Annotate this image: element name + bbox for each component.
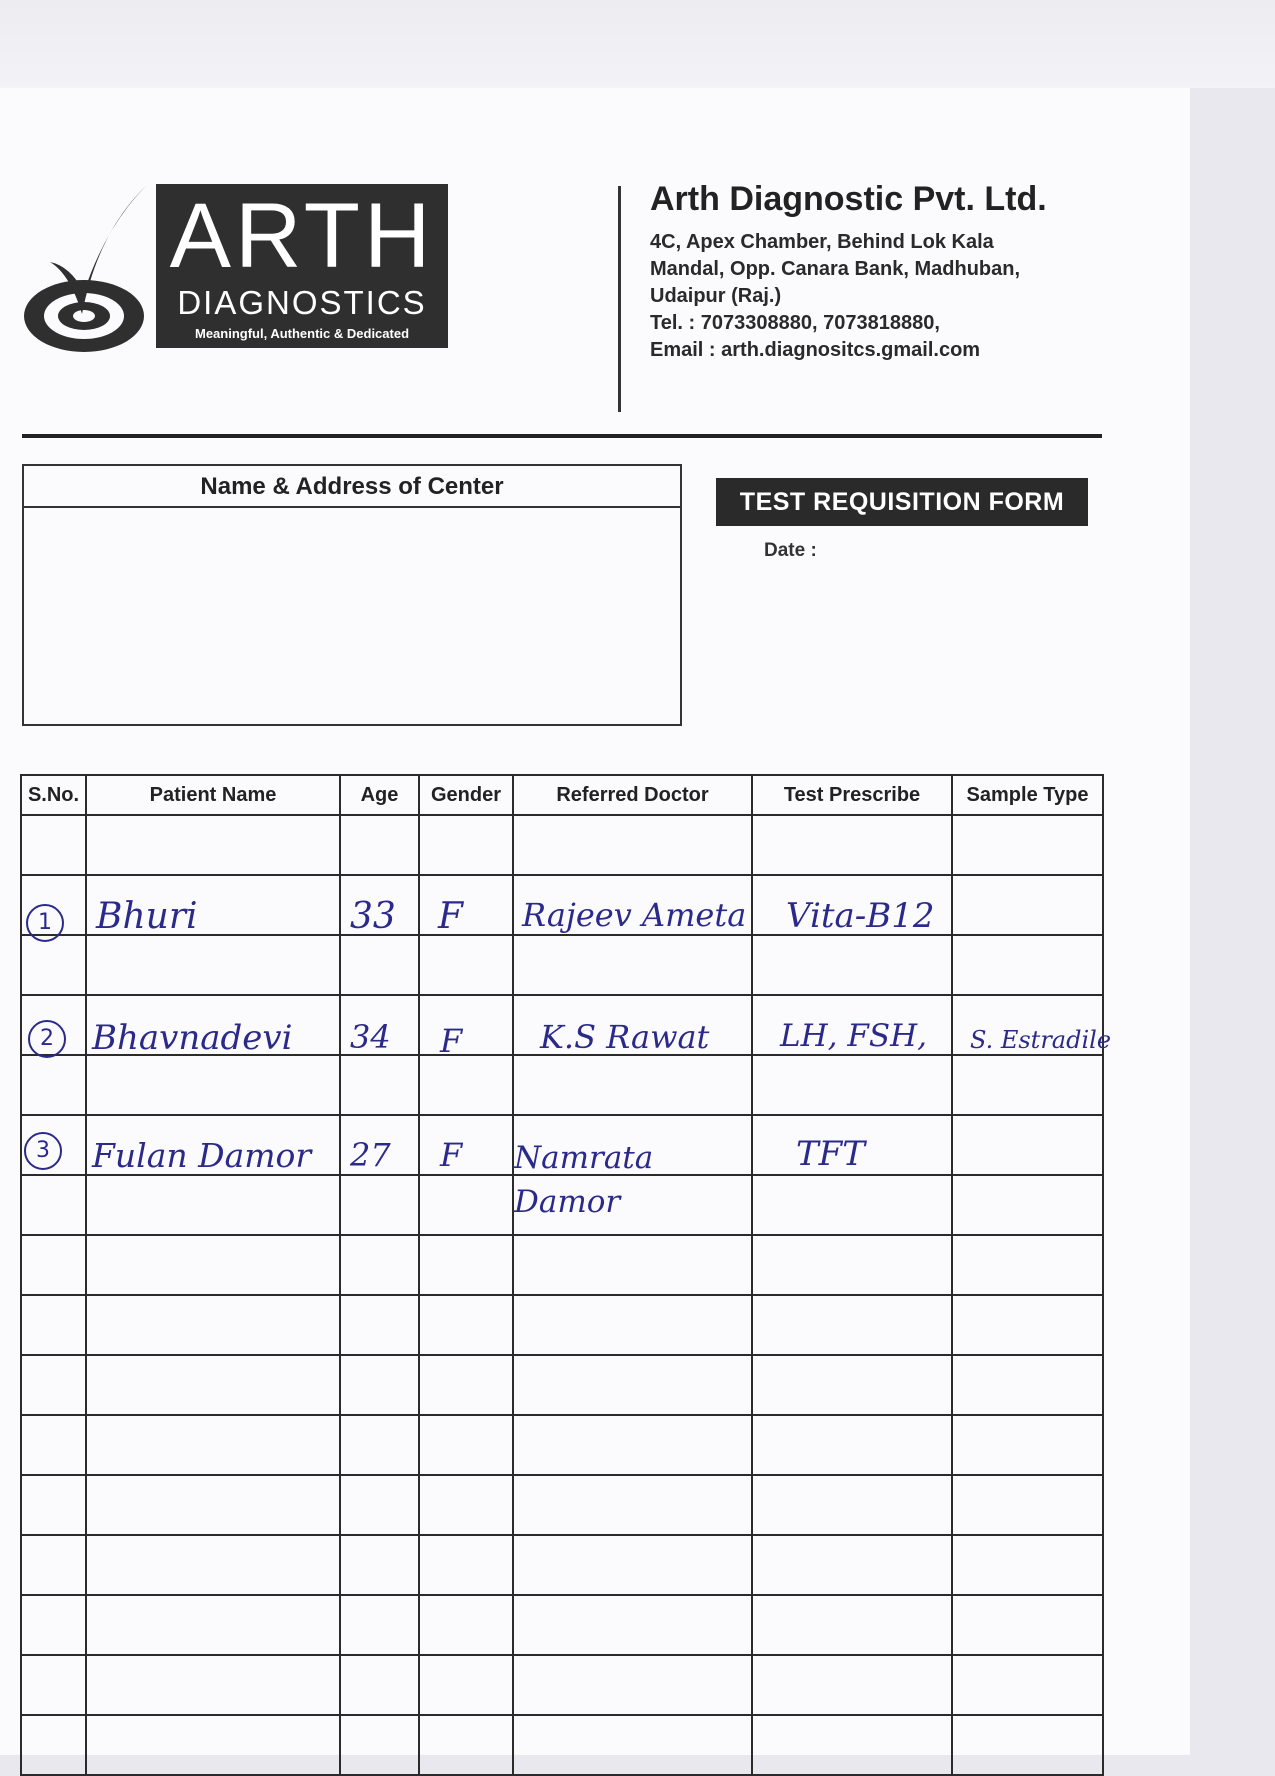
table-cell — [21, 1355, 86, 1415]
table-cell — [952, 1415, 1103, 1475]
table-cell — [952, 1055, 1103, 1115]
address-line-2: Mandal, Opp. Canara Bank, Madhuban, — [650, 258, 1021, 280]
table-cell — [21, 935, 86, 995]
company-info — [650, 180, 1047, 364]
table-cell — [86, 1295, 340, 1355]
entry-3-name: Fulan Damor — [92, 1136, 312, 1175]
table-cell — [86, 935, 340, 995]
table-cell — [513, 815, 752, 875]
table-cell — [952, 1715, 1103, 1775]
table-cell — [513, 1055, 752, 1115]
center-box-title: Name & Address of Center — [24, 466, 680, 508]
table-cell — [86, 1415, 340, 1475]
table-cell — [21, 815, 86, 875]
entry-1-doctor: Rajeev Ameta — [522, 896, 747, 934]
table-cell — [419, 1715, 513, 1775]
table-cell — [21, 1595, 86, 1655]
table-cell — [86, 1535, 340, 1595]
table-cell — [86, 1595, 340, 1655]
header-sample-type: Sample Type — [952, 775, 1103, 815]
entry-2-gender: F — [440, 1022, 463, 1060]
header-test-prescribe: Test Prescribe — [752, 775, 952, 815]
table-row — [21, 1655, 1103, 1715]
table-cell — [340, 1535, 419, 1595]
entry-2-age: 34 — [350, 1018, 391, 1056]
table-cell — [752, 1295, 952, 1355]
table-cell — [513, 1655, 752, 1715]
table-cell — [21, 1235, 86, 1295]
table-cell — [86, 1475, 340, 1535]
table-cell — [419, 875, 513, 935]
table-cell — [513, 1595, 752, 1655]
scan-top-margin — [0, 0, 1275, 88]
table-cell — [340, 1175, 419, 1235]
entry-3-doctor: Namrata Damor — [514, 1140, 654, 1220]
table-cell — [419, 1475, 513, 1535]
table-cell — [952, 1535, 1103, 1595]
entry-3-sno: 3 — [24, 1132, 62, 1170]
table-cell — [952, 1595, 1103, 1655]
table-cell — [86, 1715, 340, 1775]
table-cell — [419, 1295, 513, 1355]
header-age: Age — [340, 775, 419, 815]
brand-logo — [156, 184, 448, 348]
table-cell — [21, 1175, 86, 1235]
header-rule — [22, 434, 1102, 438]
address-line-3: Udaipur (Raj.) — [650, 285, 782, 307]
table-cell — [419, 1415, 513, 1475]
table-cell — [340, 1595, 419, 1655]
table-cell — [419, 815, 513, 875]
table-cell — [419, 1235, 513, 1295]
table-cell — [21, 1475, 86, 1535]
table-cell — [952, 1355, 1103, 1415]
table-cell — [513, 1355, 752, 1415]
table-cell — [513, 1475, 752, 1535]
header-divider — [618, 186, 621, 412]
table-cell — [513, 1535, 752, 1595]
entry-1-age: 33 — [350, 896, 396, 937]
table-row — [21, 1055, 1103, 1115]
entry-2-sample: S. Estradile — [970, 1026, 1112, 1054]
company-email: Email : arth.diagnositcs.gmail.com — [650, 339, 981, 361]
logo-tagline: Meaningful, Authentic & Dedicated — [194, 326, 410, 341]
table-cell — [21, 1655, 86, 1715]
table-row — [21, 1235, 1103, 1295]
table-cell — [21, 1295, 86, 1355]
table-cell — [752, 1055, 952, 1115]
entry-1-sno: 1 — [26, 904, 64, 942]
table-row — [21, 1295, 1103, 1355]
table-cell — [752, 1535, 952, 1595]
table-cell — [419, 1175, 513, 1235]
table-cell — [340, 1235, 419, 1295]
table-cell — [86, 1235, 340, 1295]
table-cell — [340, 815, 419, 875]
table-cell — [340, 935, 419, 995]
table-cell — [513, 1295, 752, 1355]
table-cell — [513, 1715, 752, 1775]
table-cell — [952, 1475, 1103, 1535]
table-cell — [86, 1355, 340, 1415]
table-cell — [419, 1655, 513, 1715]
header-referred-doctor: Referred Doctor — [513, 775, 752, 815]
table-cell — [752, 1235, 952, 1295]
table-cell — [419, 935, 513, 995]
table-cell — [419, 1535, 513, 1595]
date-label: Date : — [764, 540, 817, 561]
table-cell — [752, 1175, 952, 1235]
company-name: Arth Diagnostic Pvt. Ltd. — [650, 180, 1047, 218]
table-cell — [952, 815, 1103, 875]
table-row — [21, 935, 1103, 995]
table-cell — [952, 1655, 1103, 1715]
header-sno: S.No. — [21, 775, 86, 815]
table-cell — [752, 1415, 952, 1475]
table-cell — [340, 1715, 419, 1775]
table-row — [21, 1475, 1103, 1535]
company-tel: Tel. : 7073308880, 7073818880, — [650, 312, 940, 334]
entry-3-age: 27 — [350, 1136, 391, 1174]
table-row — [21, 1715, 1103, 1775]
entry-2-doctor: K.S Rawat — [540, 1018, 710, 1056]
table-cell — [340, 1295, 419, 1355]
table-cell — [340, 1415, 419, 1475]
table-cell — [419, 1355, 513, 1415]
table-cell — [952, 1115, 1103, 1175]
table-cell — [21, 1055, 86, 1115]
table-cell — [752, 1655, 952, 1715]
table-cell — [21, 1415, 86, 1475]
table-row — [21, 1355, 1103, 1415]
table-cell — [419, 1115, 513, 1175]
entry-1-test: Vita-B12 — [786, 896, 935, 936]
logo-wordmark: ARTH — [169, 185, 435, 287]
table-cell — [752, 815, 952, 875]
logo-subtitle: DIAGNOSTICS — [177, 284, 427, 321]
table-cell — [419, 1595, 513, 1655]
entry-1-name: Bhuri — [96, 896, 198, 937]
table-row — [21, 1535, 1103, 1595]
table-cell — [752, 1715, 952, 1775]
table-cell — [419, 995, 513, 1055]
table-cell — [419, 1055, 513, 1115]
entry-3-test: TFT — [796, 1134, 865, 1174]
center-address-box — [22, 464, 682, 726]
table-cell — [340, 1055, 419, 1115]
entry-2-test: LH, FSH, — [780, 1018, 927, 1054]
form-title: TEST REQUISITION FORM — [716, 478, 1088, 526]
target-check-logo-icon — [20, 182, 150, 354]
table-cell — [340, 1475, 419, 1535]
table-cell — [752, 1475, 952, 1535]
table-cell — [21, 1715, 86, 1775]
table-cell — [86, 1655, 340, 1715]
table-cell — [340, 1355, 419, 1415]
header-patient-name: Patient Name — [86, 775, 340, 815]
table-cell — [752, 1595, 952, 1655]
table-cell — [21, 1535, 86, 1595]
entry-3-gender: F — [440, 1136, 463, 1174]
header-gender: Gender — [419, 775, 513, 815]
table-cell — [952, 875, 1103, 935]
table-row — [21, 815, 1103, 875]
table-cell — [86, 1175, 340, 1235]
table-cell — [513, 935, 752, 995]
table-row — [21, 1595, 1103, 1655]
entry-1-gender: F — [438, 896, 463, 937]
table-cell — [952, 935, 1103, 995]
address-line-1: 4C, Apex Chamber, Behind Lok Kala — [650, 231, 994, 253]
table-cell — [86, 815, 340, 875]
table-cell — [952, 1235, 1103, 1295]
table-cell — [752, 1355, 952, 1415]
table-cell — [952, 1295, 1103, 1355]
table-cell — [752, 935, 952, 995]
table-cell — [513, 1415, 752, 1475]
table-header-row — [21, 775, 1103, 815]
entry-2-name: Bhavnadevi — [92, 1018, 293, 1058]
table-cell — [86, 1055, 340, 1115]
entry-2-sno: 2 — [28, 1020, 66, 1058]
table-cell — [340, 1655, 419, 1715]
table-row — [21, 1415, 1103, 1475]
table-cell — [952, 1175, 1103, 1235]
table-cell — [513, 1235, 752, 1295]
